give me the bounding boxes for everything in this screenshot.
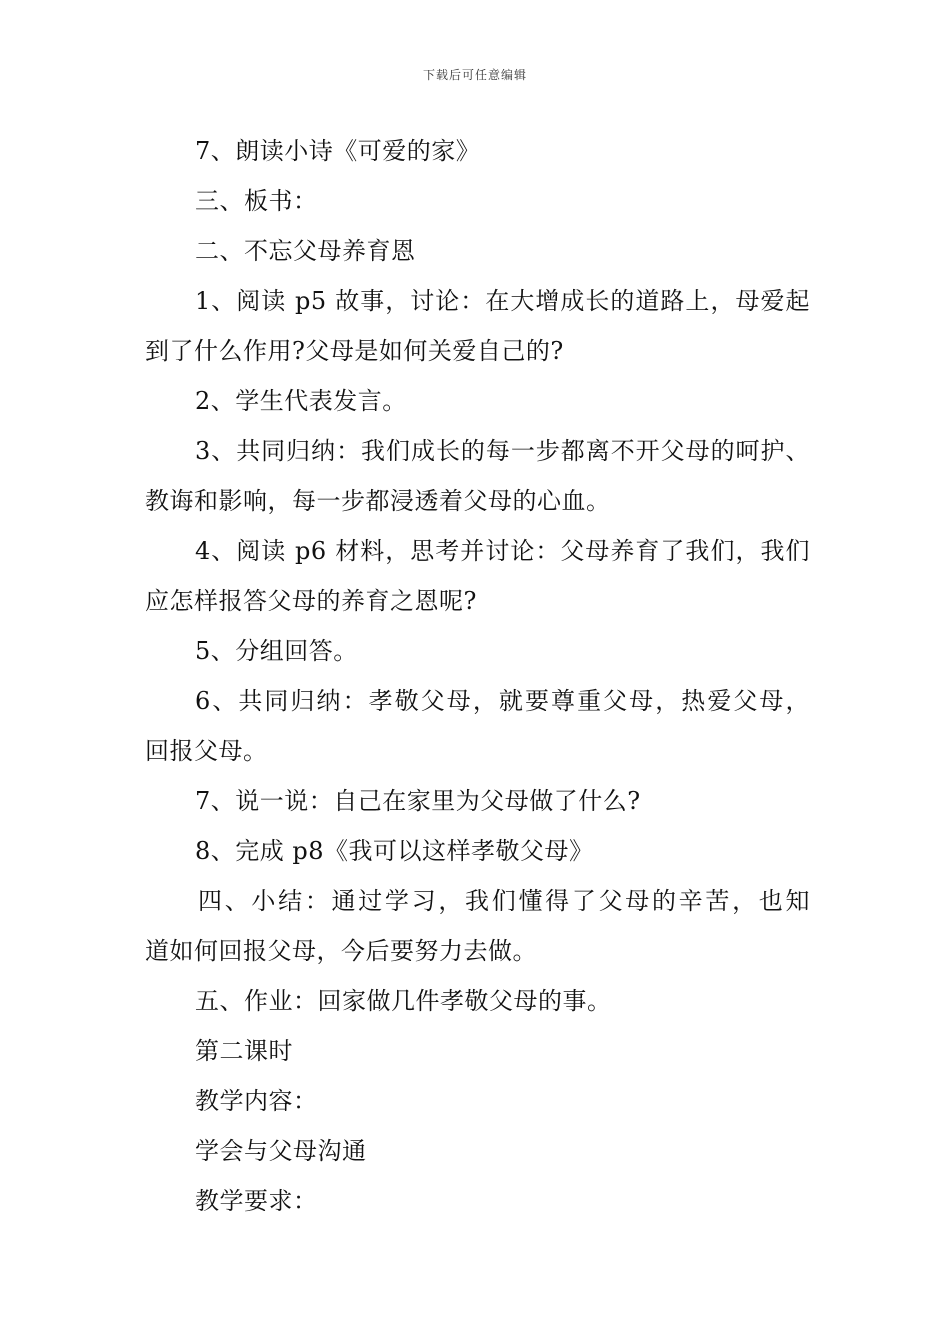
paragraph-line: 教诲和影响，每一步都浸透着父母的心血。 — [145, 487, 611, 515]
paragraph-line: 8、完成 p8《我可以这样孝敬父母》 — [195, 837, 594, 865]
header-note: 下载后可任意编辑 — [422, 68, 527, 82]
paragraph-line: 教学要求： — [195, 1187, 318, 1215]
paragraph-line: 二、不忘父母养育恩 — [195, 237, 416, 265]
paragraph-line: 1、阅读 p5 故事，讨论：在大增成长的道路上，母爱起 — [195, 287, 810, 315]
paragraph-line: 四、小结：通过学习，我们懂得了父母的辛苦，也知 — [198, 887, 810, 915]
paragraph-line: 7、朗读小诗《可爱的家》 — [195, 137, 481, 165]
section-heading: 第二课时 — [195, 1037, 293, 1065]
paragraph-line: 4、阅读 p6 材料，思考并讨论：父母养育了我们，我们 — [195, 537, 810, 565]
paragraph-line: 三、板书： — [195, 187, 318, 215]
paragraph-line: 回报父母。 — [145, 737, 268, 765]
paragraph-line: 3、共同归纳：我们成长的每一步都离不开父母的呵护、 — [195, 437, 810, 465]
paragraph-line: 学会与父母沟通 — [195, 1137, 367, 1165]
paragraph-line: 五、作业：回家做几件孝敬父母的事。 — [195, 987, 612, 1015]
paragraph-line: 6、共同归纳：孝敬父母，就要尊重父母，热爱父母， — [195, 687, 810, 715]
paragraph-line: 道如何回报父母，今后要努力去做。 — [145, 937, 537, 965]
paragraph-line: 教学内容： — [195, 1087, 318, 1115]
paragraph-line: 2、学生代表发言。 — [195, 387, 407, 415]
paragraph-line: 到了什么作用?父母是如何关爱自己的? — [145, 337, 564, 365]
body-text — [145, 126, 810, 1226]
paragraph-line: 5、分组回答。 — [195, 637, 358, 665]
paragraph-line: 应怎样报答父母的养育之恩呢? — [145, 587, 477, 615]
paragraph-line: 7、说一说：自己在家里为父母做了什么? — [195, 787, 641, 815]
